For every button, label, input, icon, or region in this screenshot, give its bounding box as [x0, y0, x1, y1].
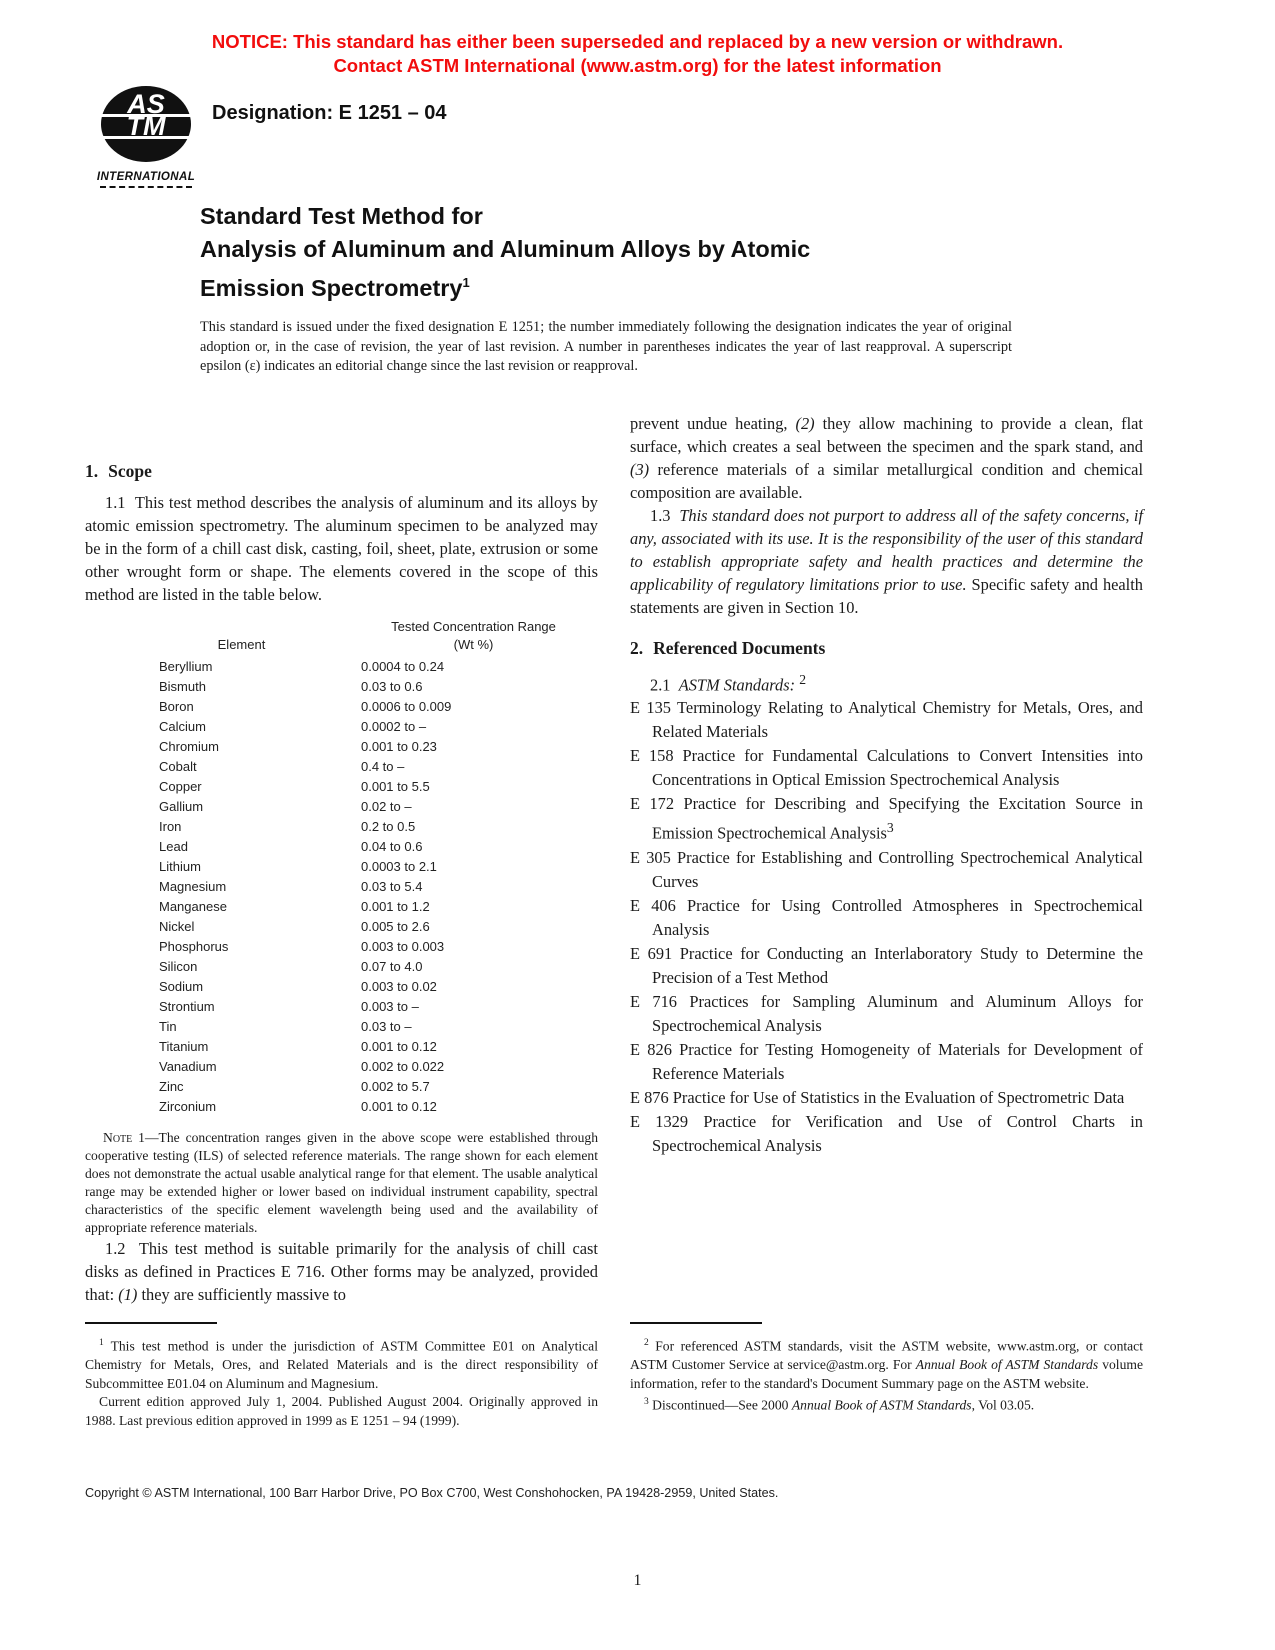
astm-standards-list — [630, 696, 1143, 1157]
scope-heading-text: Scope — [108, 461, 152, 481]
reference-item: E 716 Practices for Sampling Aluminum and Aluminum Alloys for Spectrochemical Analysis — [630, 991, 1143, 1035]
designation: Designation: E 1251 – 04 — [212, 102, 447, 124]
title-line-2: Analysis of Aluminum and Aluminum Alloys by Atomic — [200, 236, 811, 262]
paragraph-2-1: 2.1 ASTM Standards: $^2$ — [650, 672, 807, 695]
reference-item: E 691 Practice for Conducting an Interlaboratory Study to Determine the Precision of a Test Method — [630, 943, 1143, 987]
document-title — [200, 200, 1030, 305]
table-row: Zirconium 0.001 to 0.12 — [159, 1099, 437, 1114]
right-column — [630, 412, 1143, 1158]
table-row: Tin 0.03 to – — [159, 1019, 412, 1034]
preamble: This standard is issued under the fixed designation E 1251; the number immediately following the designation indicates the year of original adoption or, in the case of revision, the year of last revision. A number in parentheses indicates the year of last reapproval. A superscript epsilon (ε) indicates an editorial change since the last revision or reapproval. — [200, 319, 1012, 374]
table-row: Sodium 0.003 to 0.02 — [159, 979, 437, 994]
footnote-1-edition: Current edition approved July 1, 2004. Published August 2004. Originally approved in 1988. Last previous edition approved in 1999 as E 1251 – 94 (1999). — [85, 1394, 598, 1428]
table-header-row — [123, 618, 587, 657]
table-row: Calcium 0.0002 to – — [159, 719, 427, 734]
reference-item: E 1329 Practice for Verification and Use of Control Charts in Spectrochemical Analysis — [630, 1111, 1143, 1155]
footnote-2-marker: 2 — [799, 672, 807, 687]
notice-line-2: Contact ASTM International (www.astm.org) for the latest information — [333, 55, 942, 76]
table-row: Boron 0.0006 to 0.009 — [159, 699, 452, 714]
notice-line-1: NOTICE: This standard has either been superseded and replaced by a new version or withdrawn. — [211, 31, 1064, 52]
scope-heading-number: 1. — [85, 461, 99, 481]
reference-item: E 406 Practice for Using Controlled Atmospheres in Spectrochemical Analysis — [630, 895, 1143, 939]
svg-text:AS: AS — [127, 89, 165, 119]
reference-item: E 172 Practice for Describing and Specifying the Excitation Source in Emission Spectrochemical Analysis$^3$ — [630, 794, 1143, 843]
referenced-documents-heading — [630, 637, 1143, 659]
notice-banner — [0, 30, 1275, 78]
title-footnote-marker: 1 — [462, 275, 470, 290]
note-body: —The concentration ranges given in the above scope were established through cooperative testing (ILS) of selected reference materials. The range shown for each element does not demonstrate the actual usable analytical range for that element. The usable analytical range may be extended higher or lower based on individual instrument capability, spectral characteristics of the specific element wavelength being used and the availability of appropriate reference materials. — [85, 1130, 598, 1235]
table-row: Chromium 0.001 to 0.23 — [159, 739, 437, 754]
table-header-range: Tested Concentration Range (Wt %) — [391, 619, 556, 652]
table-row: Strontium 0.003 to – — [159, 999, 419, 1014]
reference-item: E 305 Practice for Establishing and Controlling Spectrochemical Analytical Curves — [630, 847, 1143, 891]
paragraph-1-2: 1.2 This test method is suitable primarily for the analysis of chill cast disks as defined in Practices E 716. Other forms may be analyzed, provided that: (1) they are sufficiently massive to — [85, 1239, 598, 1304]
table-row: Phosphorus 0.003 to 0.003 — [159, 939, 445, 954]
page-number: 1 — [633, 1572, 642, 1589]
note-label: Note 1 — [103, 1130, 145, 1145]
table-header-element: Element — [217, 637, 266, 652]
reference-item: E 876 Practice for Use of Statistics in the Evaluation of Spectrometric Data — [630, 1087, 1125, 1107]
table-row: Lithium 0.0003 to 2.1 — [159, 859, 437, 874]
referenced-documents-number: 2. — [630, 638, 644, 658]
reference-item: E 158 Practice for Fundamental Calculations to Convert Intensities into Concentrations in Optical Emission Spectrochemical Analysis — [630, 746, 1143, 790]
footnote-3: $^3$ Discontinued—See 2000 Annual Book of ASTM Standards, Vol 03.05. — [644, 1397, 1035, 1413]
referenced-documents-text: Referenced Documents — [653, 638, 826, 658]
table-row: Magnesium 0.03 to 5.4 — [159, 879, 423, 894]
astm-logo-subtext: INTERNATIONAL — [96, 171, 196, 183]
footnotes-right — [630, 1334, 1143, 1415]
footnote-3-marker: 3 — [886, 820, 894, 836]
reference-item: E 135 Terminology Relating to Analytical Chemistry for Metals, Ores, and Related Materials — [630, 698, 1143, 742]
astm-logo — [96, 84, 196, 188]
copyright-line: Copyright © ASTM International, 100 Barr Harbor Drive, PO Box C700, West Conshohocken, PA 19428-2959, United States. — [85, 1486, 779, 1500]
table-row: Vanadium 0.002 to 0.022 — [159, 1059, 445, 1074]
reference-item: E 826 Practice for Testing Homogeneity of Materials for Development of Reference Materials — [630, 1039, 1143, 1083]
footnotes-left — [85, 1334, 598, 1430]
title-line-3: Emission Spectrometry$^1$ — [200, 274, 470, 301]
table-row: Copper 0.001 to 5.5 — [159, 779, 430, 794]
footnote-1: $^1$ This test method is under the jurisdiction of ASTM Committee E01 on Analytical Chemistry for Metals, Ores, and Related Materials and is the direct responsibility of Subcommittee E01.04 on Aluminum and Magnesium. — [85, 1338, 598, 1391]
paragraph-1-1: 1.1 This test method describes the analysis of aluminum and its alloys by atomic emission spectrometry. The aluminum specimen to be analyzed may be in the form of a chill cast disk, casting, foil, sheet, plate, extrusion or some other wrought form or shape. The elements covered in the scope of this method are listed in the table below. — [85, 493, 598, 604]
paragraph-1-2-continued: prevent undue heating, (2) they allow machining to provide a clean, flat surface, which creates a seal between the specimen and the spark stand, and (3) reference materials of a similar metallurgical condition and chemical composition are available. — [630, 414, 1143, 502]
paragraph-1-3: 1.3 This standard does not purport to address all of the safety concerns, if any, associated with its use. It is the responsibility of the user of this standard to establish appropriate safety and health practices and determine the applicability of regulatory limitations prior to use. Specific safety and health statements are given in Section 10. — [630, 506, 1144, 617]
footnote-2: $^2$ For referenced ASTM standards, visit the ASTM website, www.astm.org, or contact ASTM Customer Service at service@astm.org. For Annual Book of ASTM Standards volume information, refer to the standard's Document Summary page on the ASTM website. — [630, 1338, 1143, 1391]
table-row: Cobalt 0.4 to – — [159, 759, 405, 774]
left-column — [85, 412, 598, 1306]
table-row: Lead 0.04 to 0.6 — [159, 839, 423, 854]
table-row: Gallium 0.02 to – — [159, 799, 412, 814]
table-row: Titanium 0.001 to 0.12 — [159, 1039, 437, 1054]
title-line-1: Standard Test Method for — [200, 203, 483, 229]
note-1 — [85, 1129, 598, 1237]
logo-dashed-rule — [100, 186, 192, 188]
table-row: Zinc 0.002 to 5.7 — [159, 1079, 430, 1094]
table-row: Silicon 0.07 to 4.0 — [159, 959, 423, 974]
table-row: Manganese 0.001 to 1.2 — [159, 899, 430, 914]
table-row: Beryllium 0.0004 to 0.24 — [159, 659, 445, 674]
svg-text:TM: TM — [126, 111, 166, 141]
footnote-rule-right — [630, 1322, 762, 1324]
concentration-table — [123, 618, 587, 1117]
table-row: Iron 0.2 to 0.5 — [159, 819, 416, 834]
scope-heading — [85, 460, 598, 482]
table-row: Nickel 0.005 to 2.6 — [159, 919, 430, 934]
table-row: Bismuth 0.03 to 0.6 — [159, 679, 423, 694]
astm-logo-icon — [98, 84, 194, 164]
footnote-rule-left — [85, 1322, 217, 1324]
